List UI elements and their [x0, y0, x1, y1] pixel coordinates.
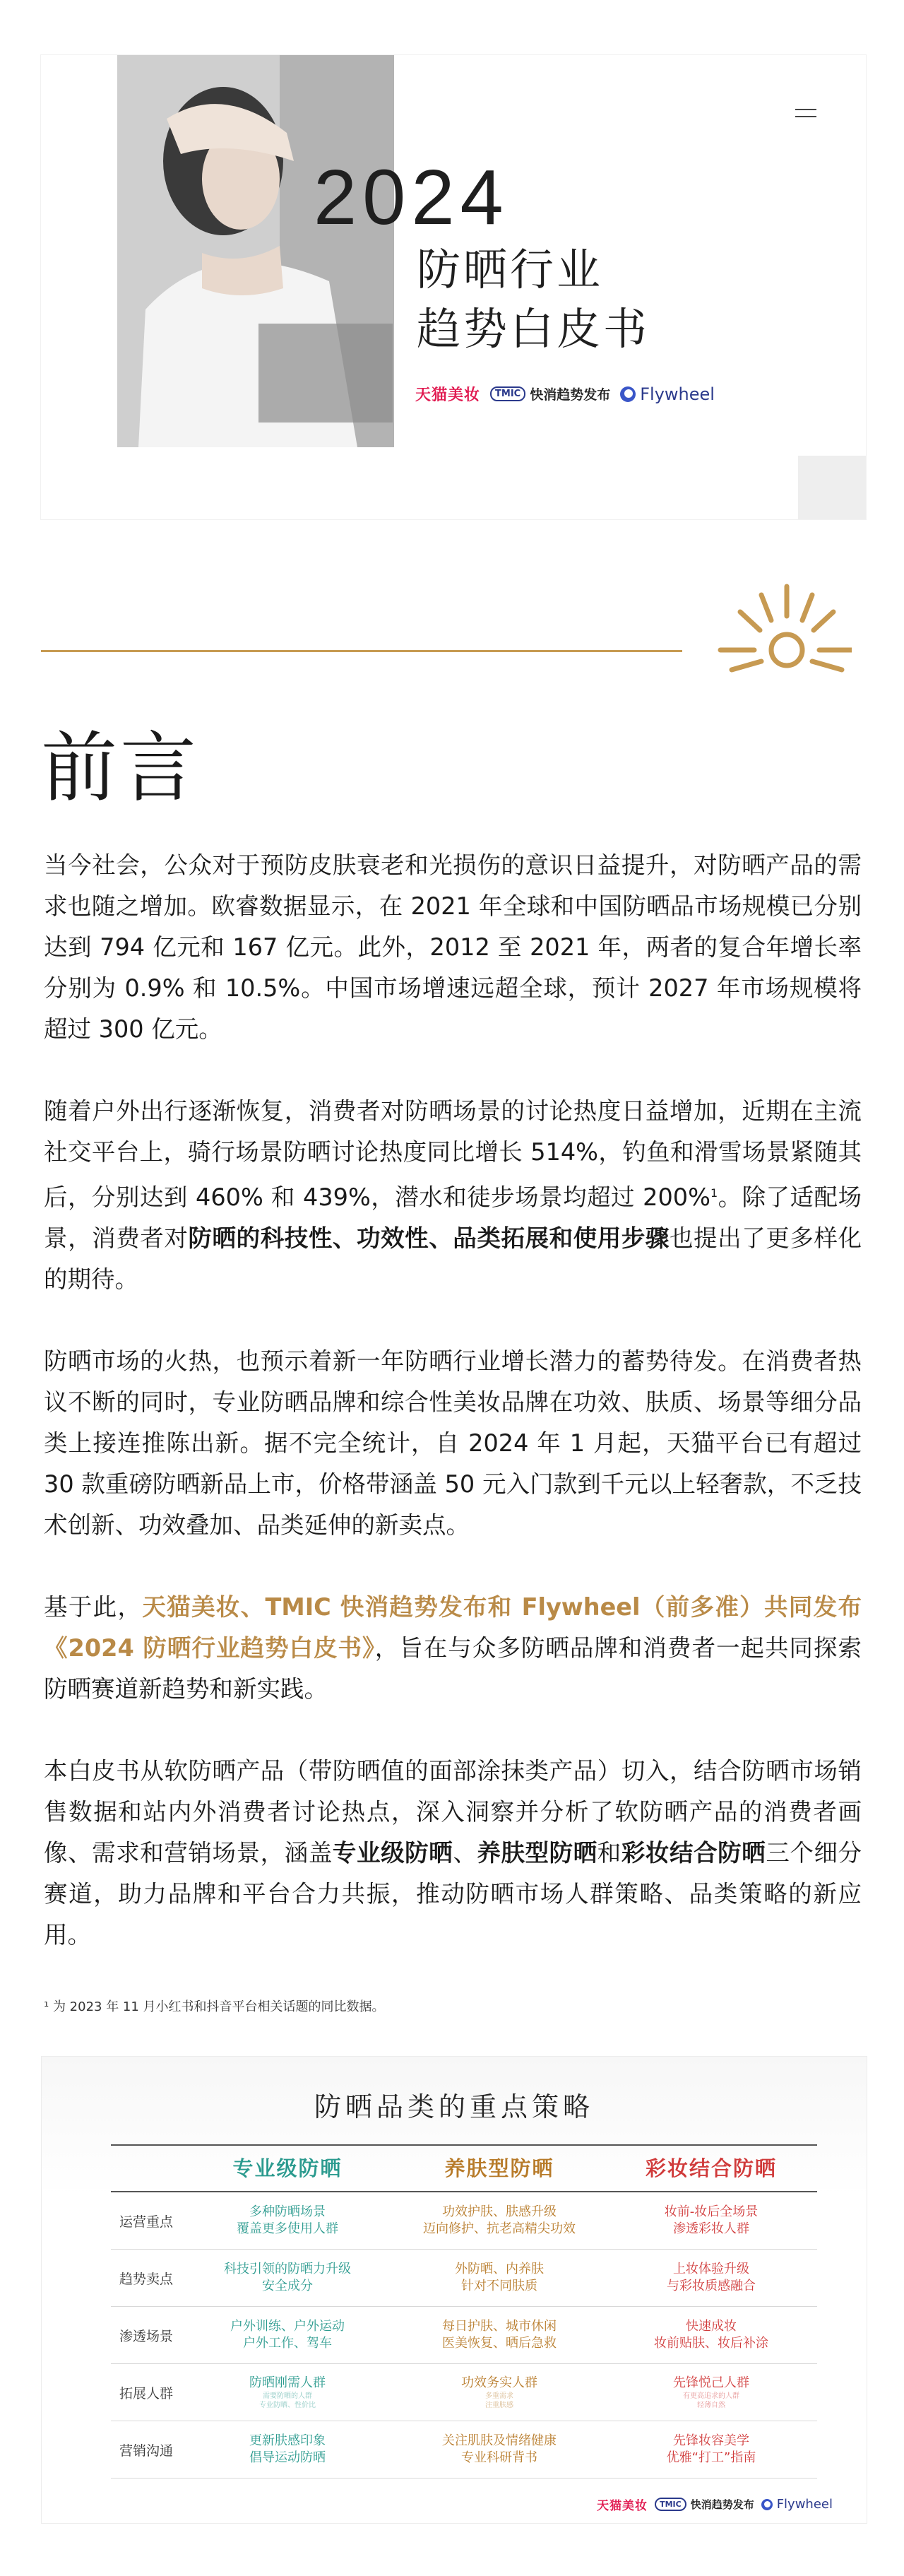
strategy-cell	[393, 2364, 605, 2421]
paragraph-publishers-text-2: ，旨在与众多防晒品牌和消费者一起共同探索防晒赛道新趋势和新实践。	[44, 1634, 862, 1703]
tmic-logo	[490, 384, 610, 403]
strategy-cell-line: 功效务实人群	[461, 2375, 537, 2390]
strategy-row-label: 渗透场景	[119, 2328, 173, 2344]
strategy-cell	[182, 2192, 393, 2249]
strategy-cell	[393, 2421, 605, 2478]
strategy-cell-line: 与彩妆质感融合	[667, 2279, 756, 2293]
strategy-cell-line: 户外工作、驾车	[243, 2336, 332, 2351]
strategy-cell	[393, 2307, 605, 2363]
sun-icon	[710, 579, 852, 678]
paragraph-growth: 防晒市场的火热，也预示着新一年防晒行业增长潜力的蓄势待发。在消费者热议不断的同时，专业防晒品牌和综合性美妆品牌在功效、肤质、场景等细分品类上接连推陈出新。据不完全统计，自 2024 年 1 月起，天猫平台已有超过 30 款重磅防晒新品上市，价格带涵盖 50 元入门款到千元以上轻奢款，不乏技术创新、功效叠加、品类延伸的新卖点。	[44, 1347, 862, 1540]
flywheel-logo	[761, 2497, 833, 2512]
tmic-badge: TMIC	[655, 2498, 686, 2511]
paragraph-scenes-text-2: 。除了适配场景，消费者对	[44, 1183, 862, 1253]
menu-icon[interactable]	[795, 109, 816, 122]
strategy-row-label: 拓展人群	[119, 2385, 173, 2401]
strategy-cell-line: 先锋妆容美学	[673, 2433, 749, 2448]
paragraph-scenes	[44, 1091, 862, 1300]
tmic-text: 快消趋势发布	[530, 387, 611, 403]
header-spacer	[111, 2146, 182, 2191]
tmall-beauty-logo: 天猫美妆	[415, 386, 481, 404]
paragraph-scope-text: 本白皮书从软防晒产品（带防晒值的面部涂抹类产品）切入，结合防晒市场销售数据和站内外消费者讨论热点，深入洞察并分析了软防晒产品的消费者画像、需求和营销场景，涵盖	[44, 1757, 862, 1867]
strategy-cell-line: 倡导运动防晒	[249, 2450, 326, 2465]
track-skincare: 养肤型防晒	[477, 1839, 597, 1867]
strategy-cell-line: 轻薄自然	[697, 2401, 725, 2409]
strategy-cell-line: 安全成分	[262, 2279, 313, 2293]
paragraph-scope-text-2: 三个细分赛道，助力品牌和平台合力共振，推动防晒市场人群策略、品类策略的新应用。	[44, 1839, 862, 1949]
tmic-text: 快消趋势发布	[690, 2498, 754, 2511]
strategy-cell-line: 专业科研背书	[461, 2450, 537, 2465]
cover-logos	[415, 383, 715, 405]
strategy-cell-line: 科技引领的防晒力升级	[224, 2262, 351, 2276]
footnote-ref[interactable]: 1	[710, 1186, 718, 1200]
strategy-table-image	[41, 2056, 867, 2524]
cover-year: 2024	[314, 154, 509, 241]
strategy-cell	[182, 2250, 393, 2306]
strategy-cell	[605, 2250, 817, 2306]
strategy-row	[111, 2307, 817, 2364]
strategy-cell-line: 妆前-妆后全场景	[664, 2204, 759, 2219]
strategy-cell-line: 关注肌肤及情绪健康	[442, 2433, 557, 2448]
strategy-cell-line: 功效护肤、肤感升级	[442, 2204, 557, 2219]
strategy-cell-line: 先锋悦己人群	[673, 2375, 749, 2390]
strategy-row-label: 营销沟通	[119, 2442, 173, 2459]
strategy-cell-line: 多种防晒场景	[249, 2204, 326, 2219]
strategy-cell-line: 妆前贴肤、妆后补涂	[654, 2336, 768, 2351]
flywheel-text: Flywheel	[640, 384, 715, 404]
track-makeup: 彩妆结合防晒	[621, 1839, 766, 1867]
strategy-cell	[605, 2307, 817, 2363]
section-title: 前言	[41, 724, 200, 813]
strategy-cell-line: 需要防晒的人群	[263, 2392, 312, 2400]
flywheel-icon	[620, 386, 636, 402]
strategy-cell	[182, 2364, 393, 2421]
cover-title: 防晒行业 趋势白皮书	[417, 244, 650, 355]
column-professional: 专业级防晒	[232, 2156, 343, 2180]
strategy-cell-line: 覆盖更多使用人群	[237, 2221, 338, 2236]
flywheel-logo	[620, 384, 715, 404]
strategy-cell-line: 更新肤感印象	[249, 2433, 326, 2448]
strategy-cell-line: 医美恢复、晒后急救	[442, 2336, 557, 2351]
paragraph-scenes-text: 随着户外出行逐渐恢复，消费者对防晒场景的讨论热度日益增加，近期在主流社交平台上，骑行场景防晒讨论热度同比增长 514%，钓鱼和滑雪场景紧随其后，分别达到 460% 和 439%，潜水和徒步场景均超过 200%	[44, 1097, 862, 1212]
strategy-cell-line: 有更高追求的人群	[683, 2392, 739, 2400]
strategy-cell-line: 上妆体验升级	[673, 2262, 749, 2276]
tmall-beauty-logo: 天猫美妆	[597, 2499, 648, 2513]
paragraph-publishers	[44, 1587, 862, 1710]
strategy-cell	[393, 2250, 605, 2306]
strategy-cell-line: 外防晒、内养肤	[455, 2262, 544, 2276]
strategy-row	[111, 2192, 817, 2250]
column-skincare: 养肤型防晒	[444, 2156, 554, 2180]
tmic-logo	[655, 2497, 754, 2512]
strategy-cell-line: 多重需求	[485, 2392, 513, 2400]
strategy-row	[111, 2250, 817, 2307]
cover-corner-block	[798, 456, 866, 519]
paragraph-publishers-highlight: 天猫美妆、TMIC 快消趋势发布和 Flywheel（前多准）共同发布《2024 防晒行业趋势白皮书》	[44, 1593, 862, 1662]
flywheel-text: Flywheel	[776, 2497, 833, 2512]
strategy-cell-line: 快速成妆	[686, 2319, 737, 2334]
strategy-cell-line: 优雅“打工”指南	[666, 2450, 756, 2465]
flywheel-icon	[761, 2499, 773, 2510]
paragraph-scenes-bold: 防晒的科技性、功效性、品类拓展和使用步骤	[188, 1224, 670, 1253]
strategy-header-row	[111, 2146, 817, 2192]
column-makeup: 彩妆结合防晒	[645, 2156, 777, 2180]
paragraph-scenes-text-3: 也提出了更多样化的期待。	[44, 1224, 862, 1294]
strategy-row-label: 运营重点	[119, 2214, 173, 2230]
strategy-cell	[605, 2364, 817, 2421]
strategy-grid	[111, 2144, 817, 2478]
strategy-cell-line: 注重肤感	[485, 2401, 513, 2409]
strategy-cell	[605, 2192, 817, 2249]
strategy-cell-line: 户外训练、户外运动	[230, 2319, 345, 2334]
intro-body	[44, 845, 862, 1997]
strategy-row-label: 趋势卖点	[119, 2271, 173, 2287]
paragraph-publishers-text: 基于此，	[44, 1593, 143, 1621]
paragraph-market: 当今社会，公众对于预防皮肤衰老和光损伤的意识日益提升，对防晒产品的需求也随之增加。欧睿数据显示，在 2021 年全球和中国防晒品市场规模已分别达到 794 亿元和 167 亿元。此外，2012 至 2021 年，两者的复合年增长率分别为 0.9% 和 10.5%。中国市场增速远超全球，预计 2027 年市场规模将超过 300 亿元。	[44, 851, 862, 1043]
strategy-cell-line: 专业防晒、性价比	[259, 2401, 316, 2409]
strategy-cell	[605, 2421, 817, 2478]
track-professional: 专业级防晒	[332, 1839, 453, 1867]
paragraph-scope-sep-2: 和	[597, 1839, 622, 1867]
strategy-cell-line: 迈向修护、抗老高精尖功效	[423, 2221, 576, 2236]
gold-divider	[41, 650, 682, 652]
strategy-cell	[182, 2421, 393, 2478]
strategy-cell	[182, 2307, 393, 2363]
tmic-badge: TMIC	[490, 386, 525, 401]
paragraph-scope-sep: 、	[453, 1839, 477, 1867]
paragraph-scope	[44, 1751, 862, 1956]
strategy-row	[111, 2421, 817, 2478]
strategy-cell-line: 每日护肤、城市休闲	[442, 2319, 557, 2334]
cover-image	[41, 55, 866, 519]
strategy-cell-line: 防晒刚需人群	[249, 2375, 326, 2390]
strategy-logos	[597, 2495, 833, 2513]
cover-photo	[117, 55, 394, 447]
strategy-title: 防晒品类的重点策略	[314, 2091, 594, 2122]
strategy-cell-line: 渗透彩妆人群	[673, 2221, 749, 2236]
strategy-cell	[393, 2192, 605, 2249]
strategy-cell-line: 针对不同肤质	[461, 2279, 537, 2293]
footnote: ¹ 为 2023 年 11 月小红书和抖音平台相关话题的同比数据。	[44, 1999, 385, 2014]
strategy-row	[111, 2364, 817, 2421]
woman-portrait-illustration	[117, 55, 394, 447]
